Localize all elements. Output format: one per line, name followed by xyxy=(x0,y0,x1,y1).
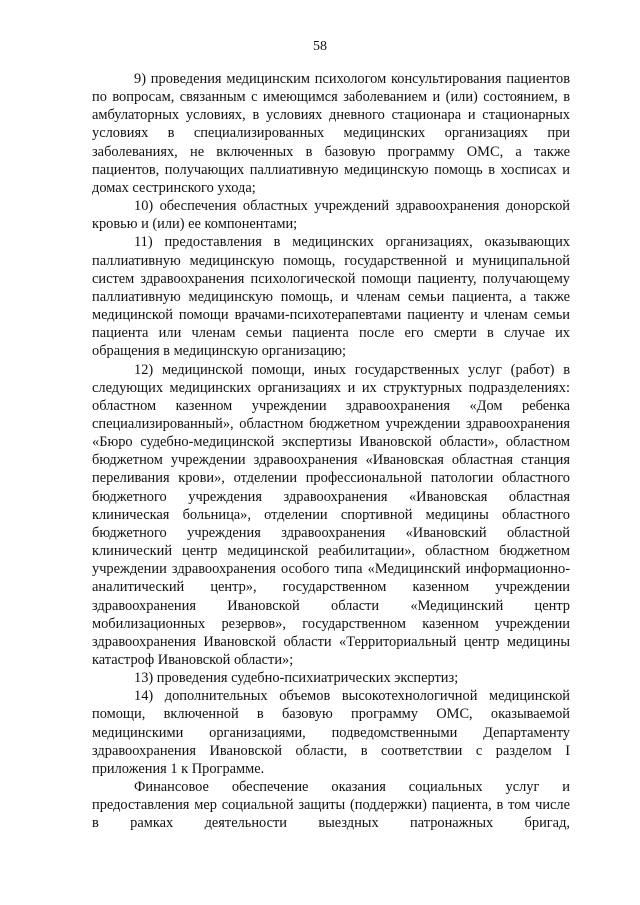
paragraph-item-14: 14) дополнительных объемов высокотехнологичной медицинской помощи, включенной в базовую программу ОМС, оказываемой медицинскими организациями, подведомственными Департаменту здравоохранения Ивановской области, в соответствии с разделом I приложения 1 к Программе. xyxy=(92,688,570,777)
paragraph-item-10: 10) обеспечения областных учреждений здравоохранения донорской кровью и (или) ее компонентами; xyxy=(92,198,570,233)
paragraph-item-12: 12) медицинской помощи, иных государственных услуг (работ) в следующих медицинских организациях и их структурных подразделениях: областном казенном учреждении здравоохранения «Дом ребенка специализированный», областном бюджетном учреждении здравоохранения «Бюро судебно-медицинской экспертизы Ивановской области», областном бюджетном учреждении здравоохранения «Ивановская областная станция переливания крови», отделении профессиональной патологии областного бюджетного учреждения здравоохранения «Ивановская областная клиническая больница», отделении спортивной медицины областного бюджетного учреждения здравоохранения «Ивановский областной клинический центр медицинской реабилитации», областном бюджетном учреждении здравоохранения особого типа «Медицинский информационно-аналитический центр», государственном казенном учреждении здравоохранения Ивановской области «Медицинский центр мобилизационных резервов», государственном казенном учреждении здравоохранения Ивановской области «Территориальный центр медицины катастроф Ивановской области»; xyxy=(92,361,570,668)
page-number: 58 xyxy=(313,39,327,54)
paragraph-item-13: 13) проведения судебно-психиатрических экспертиз; xyxy=(134,670,459,687)
document-body xyxy=(92,70,570,833)
paragraph-item-11: 11) предоставления в медицинских организациях, оказывающих паллиативную медицинскую помощь, государственной и муниципальной систем здравоохранения психологической помощи пациенту, получающему паллиативную медицинскую помощь, и членам семьи пациента, а также медицинской помощи врачами-психотерапевтами пациенту и членам семьи пациента или членам семьи пациента после его смерти в случае их обращения в медицинскую организацию; xyxy=(92,234,570,360)
paragraph-financing: Финансовое обеспечение оказания социальных услуг и предоставления мер социальной защиты (поддержки) пациента, в том числе в рамках деятельности выездных патронажных бригад, xyxy=(92,779,570,832)
paragraph-item-9: 9) проведения медицинским психологом консультирования пациентов по вопросам, связанным с имеющимся заболеванием и (или) состоянием, в амбулаторных условиях, в условиях дневного стационара и стационарных условиях в специализированных медицинских организациях при заболеваниях, не включенных в базовую программу ОМС, а также пациентов, получающих паллиативную медицинскую помощь в хосписах и домах сестринского ухода; xyxy=(92,71,570,196)
